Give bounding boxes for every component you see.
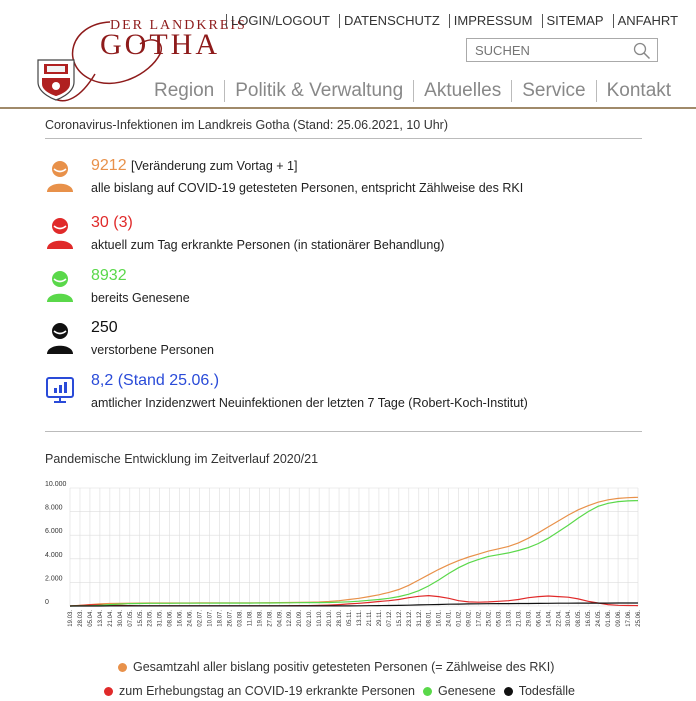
x-tick-label: 05.04.: [87, 610, 94, 627]
legend-dot-green-icon: [423, 687, 432, 696]
x-tick-label: 10.07.: [207, 610, 214, 627]
x-tick-label: 11.08.: [247, 610, 254, 627]
divider: [45, 138, 642, 139]
search-input[interactable]: [475, 43, 625, 58]
x-tick-label: 08.01.: [426, 610, 433, 627]
x-tick-label: 17.06.: [626, 610, 633, 627]
page-subtitle: Coronavirus-Infektionen im Landkreis Gotha (Stand: 25.06.2021, 10 Uhr): [45, 118, 449, 132]
x-tick-label: 06.04.: [536, 610, 543, 627]
x-tick-label: 13.11.: [356, 610, 363, 627]
x-tick-label: 09.06.: [616, 610, 623, 627]
x-tick-label: 17.02.: [476, 610, 483, 627]
x-tick-label: 21.11.: [366, 610, 373, 627]
brand-line2[interactable]: GOTHA: [100, 28, 220, 61]
x-tick-label: 24.06.: [187, 610, 194, 627]
topnav-sitemap[interactable]: SITEMAP: [542, 14, 613, 28]
pandemic-line-chart: [30, 478, 650, 658]
series-line-0: [70, 497, 638, 606]
x-tick-label: 05.03.: [496, 610, 503, 627]
legend-item-recovered[interactable]: [423, 684, 496, 698]
stat-incidence-value: 8,2 (Stand 25.06.): [91, 372, 220, 389]
x-tick-label: 19.03.: [68, 610, 74, 627]
legend-row-1: [118, 660, 562, 674]
stat-total-value: 9212: [91, 157, 127, 174]
x-tick-label: 16.01.: [436, 610, 443, 627]
divider: [45, 431, 642, 432]
mainnav-politik[interactable]: Politik & Verwaltung: [224, 80, 413, 102]
person-orange-icon: [45, 159, 75, 193]
legend-label-total: Gesamtzahl aller bislang positiv getesteten Personen (= Zählweise des RKI): [133, 660, 555, 674]
x-tick-label: 05.11.: [347, 610, 354, 627]
stat-total-value-line: [91, 157, 297, 175]
header-divider: [0, 107, 696, 109]
legend-label-active: zum Erhebungstag an COVID-19 erkrankte Personen: [119, 684, 415, 698]
x-tick-label: 31.12.: [416, 610, 423, 627]
x-tick-label: 30.04.: [566, 610, 573, 627]
x-tick-label: 07.05.: [127, 610, 134, 627]
x-tick-label: 02.10.: [307, 610, 314, 627]
x-tick-label: 08.05.: [576, 610, 583, 627]
x-tick-label: 26.07.: [227, 610, 234, 627]
person-black-icon: [45, 321, 75, 355]
x-tick-label: 15.05.: [137, 610, 144, 627]
legend-label-deaths: Todesfälle: [518, 684, 575, 698]
x-tick-label: 01.02.: [456, 610, 463, 627]
series-line-1: [70, 596, 638, 606]
stat-total-desc: alle bislang auf COVID-19 getesteten Personen, entspricht Zählweise des RKI: [91, 181, 524, 195]
mainnav-region[interactable]: Region: [154, 80, 215, 101]
x-tick-label: 30.04.: [117, 610, 124, 627]
x-tick-label: 14.04.: [546, 610, 553, 627]
stat-recovered-desc: bereits Genesene: [91, 291, 190, 305]
topnav-datenschutz[interactable]: DATENSCHUTZ: [339, 14, 449, 28]
x-tick-label: 01.06.: [606, 610, 613, 627]
stat-active-desc: aktuell zum Tag erkrankte Personen (in stationärer Behandlung): [91, 238, 445, 252]
stat-active-value: 30 (3): [91, 214, 133, 231]
series-line-2: [70, 501, 638, 606]
stat-total-note: [Veränderung zum Vortag + 1]: [131, 159, 298, 173]
stat-deaths-desc: verstorbene Personen: [91, 343, 214, 357]
x-tick-label: 31.05.: [157, 610, 164, 627]
top-navigation: [226, 14, 687, 28]
legend-item-total[interactable]: [118, 660, 554, 674]
x-tick-label: 24.05.: [596, 610, 603, 627]
x-tick-label: 27.08.: [267, 610, 274, 627]
x-tick-label: 15.12.: [396, 610, 403, 627]
topnav-anfahrt[interactable]: ANFAHRT: [613, 14, 687, 28]
search-icon[interactable]: [633, 42, 651, 60]
x-tick-label: 07.12.: [386, 610, 393, 627]
y-tick-label: 10.000: [45, 481, 67, 488]
x-tick-label: 13.04.: [97, 610, 104, 627]
x-tick-label: 12.09.: [287, 610, 294, 627]
mainnav-kontakt[interactable]: Kontakt: [596, 80, 681, 102]
x-tick-label: 18.07.: [217, 610, 224, 627]
x-tick-label: 04.09.: [277, 610, 284, 627]
crest-icon: [36, 58, 76, 102]
x-tick-label: 22.04.: [556, 610, 563, 627]
x-tick-label: 13.03.: [506, 610, 513, 627]
legend-dot-red-icon: [104, 687, 113, 696]
legend-dot-black-icon: [504, 687, 513, 696]
topnav-impressum[interactable]: IMPRESSUM: [449, 14, 542, 28]
x-tick-label: 29.11.: [376, 610, 383, 627]
y-tick-label: 0: [45, 599, 49, 606]
x-tick-label: 29.03.: [526, 610, 533, 627]
y-tick-label: 2.000: [45, 575, 63, 583]
x-tick-label: 23.12.: [406, 610, 413, 627]
y-tick-label: 6.000: [45, 528, 63, 536]
mainnav-aktuelles[interactable]: Aktuelles: [413, 80, 511, 102]
person-green-icon: [45, 269, 75, 303]
x-tick-label: 08.06.: [167, 610, 174, 627]
legend-label-recovered: Genesene: [438, 684, 496, 698]
x-tick-label: 23.05.: [147, 610, 154, 627]
monitor-chart-icon: [45, 374, 75, 408]
x-tick-label: 20.09.: [297, 610, 304, 627]
brand-line1: DER LANDKREIS: [110, 18, 247, 33]
x-tick-label: 24.01.: [446, 610, 453, 627]
x-tick-label: 28.03.: [77, 610, 84, 627]
x-tick-label: 16.05.: [586, 610, 593, 627]
legend-item-deaths[interactable]: [504, 684, 575, 698]
x-tick-label: 25.02.: [486, 610, 493, 627]
x-tick-label: 10.10.: [317, 610, 324, 627]
chart-title: Pandemische Entwicklung im Zeitverlauf 2020/21: [45, 452, 319, 466]
search-box: [466, 38, 658, 62]
legend-dot-orange-icon: [118, 663, 127, 672]
mainnav-service[interactable]: Service: [511, 80, 595, 102]
stat-deaths-value: 250: [91, 319, 118, 336]
main-navigation: [144, 80, 681, 102]
x-tick-label: 20.10.: [327, 610, 334, 627]
x-tick-label: 25.06.: [636, 610, 642, 627]
y-tick-label: 4.000: [45, 551, 63, 559]
x-tick-label: 16.06.: [177, 610, 184, 627]
legend-row-2: [104, 684, 583, 698]
x-tick-label: 21.03.: [516, 610, 523, 627]
stat-recovered-value: 8932: [91, 267, 127, 284]
site-header: [0, 0, 696, 110]
x-tick-label: 03.08.: [237, 610, 244, 627]
topnav-login[interactable]: LOGIN/LOGOUT: [226, 14, 339, 28]
y-tick-label: 8.000: [45, 504, 63, 512]
x-tick-label: 02.07.: [197, 610, 204, 627]
person-red-icon: [45, 216, 75, 250]
x-tick-label: 21.04.: [107, 610, 114, 627]
x-tick-label: 19.08.: [257, 610, 264, 627]
x-tick-label: 09.02.: [466, 610, 473, 627]
legend-item-active[interactable]: [104, 684, 415, 698]
x-tick-label: 28.10.: [337, 610, 344, 627]
stat-incidence-desc: amtlicher Inzidenzwert Neuinfektionen der letzten 7 Tage (Robert-Koch-Institut): [91, 396, 528, 410]
